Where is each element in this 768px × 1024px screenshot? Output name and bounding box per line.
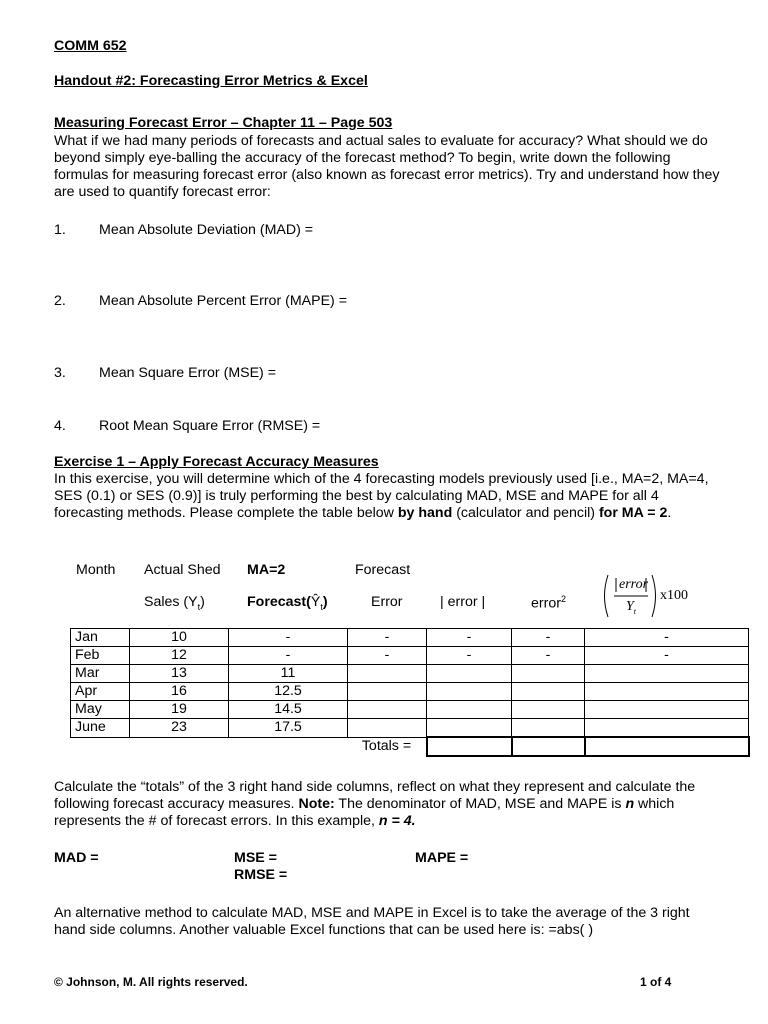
totals-cell bbox=[427, 737, 512, 756]
table-cell-month: Jan bbox=[71, 629, 130, 647]
table-cell-actual: 23 bbox=[130, 719, 229, 738]
empty-cell bbox=[130, 737, 229, 756]
table-cell-abs: - bbox=[427, 629, 512, 647]
col-header-sales: Sales $(Y_t)$ bbox=[144, 594, 205, 612]
metric-num: 4. bbox=[54, 418, 66, 434]
table-row bbox=[71, 665, 749, 683]
metric-mse: Mean Square Error (MSE) = bbox=[99, 365, 277, 381]
metric-num: 3. bbox=[54, 365, 66, 381]
table-cell-sq bbox=[512, 701, 585, 719]
table-cell-sq bbox=[512, 719, 585, 738]
table-row bbox=[71, 719, 749, 738]
table-cell-sq bbox=[512, 665, 585, 683]
table-cell-forecast: 11 bbox=[229, 665, 348, 683]
table-cell-month: May bbox=[71, 701, 130, 719]
table-cell-abs bbox=[427, 683, 512, 701]
table-cell-pct bbox=[585, 683, 749, 701]
metric-mad: Mean Absolute Deviation (MAD) = bbox=[99, 222, 314, 238]
table-cell-sq: - bbox=[512, 629, 585, 647]
metric-num: 1. bbox=[54, 222, 66, 238]
col-header-forecast: Forecast bbox=[355, 562, 411, 578]
table-cell-forecast: - bbox=[229, 647, 348, 665]
table-cell-abs bbox=[427, 701, 512, 719]
table-row bbox=[71, 701, 749, 719]
alt-method-paragraph: An alternative method to calculate MAD, MSE and MAPE in Excel is to take the average of the 3 right hand side columns. Another valuable Excel functions that can be used here is: =abs( ) bbox=[54, 905, 690, 938]
table-cell-abs: - bbox=[427, 647, 512, 665]
totals-cell bbox=[512, 737, 585, 756]
table-cell-pct bbox=[585, 701, 749, 719]
col-header-error: Error bbox=[371, 594, 403, 610]
table-cell-pct: - bbox=[585, 629, 749, 647]
section-heading: Measuring Forecast Error – Chapter 11 – Page 503 bbox=[54, 115, 393, 131]
table-row bbox=[71, 647, 749, 665]
exercise-heading: Exercise 1 – Apply Forecast Accuracy Measures bbox=[54, 454, 379, 470]
formula-multiplier: x100 bbox=[660, 588, 688, 603]
rmse-result-label: RMSE = bbox=[234, 867, 288, 883]
table-cell-abs bbox=[427, 719, 512, 738]
table-row bbox=[71, 683, 749, 701]
table-cell-forecast: 12.5 bbox=[229, 683, 348, 701]
table-cell-pct: - bbox=[585, 647, 749, 665]
empty-cell bbox=[71, 737, 130, 756]
forecast-error-table bbox=[70, 628, 750, 757]
intro-paragraph: What if we had many periods of forecasts and actual sales to evaluate for accuracy? What should we do beyond simply eye-balling the accuracy of the forecast method? To begin, write down the following formulas for measuring forecast error (also known as forecast error metrics). Try and understand how they are used to quantify forecast error: bbox=[54, 133, 720, 200]
table-cell-error bbox=[348, 683, 427, 701]
handout-title: Handout #2: Forecasting Error Metrics & Excel bbox=[54, 73, 368, 89]
col-header-ma2: MA=2 bbox=[247, 562, 286, 578]
table-cell-actual: 19 bbox=[130, 701, 229, 719]
exercise-paragraph: In this exercise, you will determine which of the 4 forecasting models previously used [i.e., MA=2, MA=4, SES (0.1) or SES (0.9)] is truly performing the best by calculating MAD, MSE and MAPE for all 4 forecasting methods. Please complete the table below by hand (calculator and pencil) for MA = 2. bbox=[54, 471, 709, 521]
formula-denominator: $Y_t$ bbox=[626, 599, 637, 616]
percent-error-formula bbox=[600, 572, 700, 622]
table-cell-sq bbox=[512, 683, 585, 701]
table-cell-error bbox=[348, 719, 427, 738]
metric-rmse: Root Mean Square Error (RMSE) = bbox=[99, 418, 321, 434]
table-cell-error bbox=[348, 701, 427, 719]
table-cell-month: Feb bbox=[71, 647, 130, 665]
table-cell-pct bbox=[585, 719, 749, 738]
table-cell-month: June bbox=[71, 719, 130, 738]
totals-row bbox=[71, 737, 749, 756]
totals-label: Totals = bbox=[361, 738, 412, 755]
table-cell-error: - bbox=[348, 629, 427, 647]
table-cell-month: Mar bbox=[71, 665, 130, 683]
footer-page-number: 1 of 4 bbox=[640, 975, 672, 989]
table-cell-abs bbox=[427, 665, 512, 683]
calc-paragraph: Calculate the “totals” of the 3 right hand side columns, reflect on what they represent and calculate the following forecast accuracy measures. Note: The denominator of MAD, MSE and MAPE is n which represents the # of forecast errors. In this example, n = 4. bbox=[54, 779, 696, 829]
col-header-actual: Actual Shed bbox=[144, 562, 221, 578]
mad-result-label: MAD = bbox=[54, 850, 99, 866]
table-cell-sq: - bbox=[512, 647, 585, 665]
empty-cell bbox=[229, 737, 348, 756]
col-header-month: Month bbox=[76, 562, 116, 578]
totals-cell bbox=[585, 737, 749, 756]
table-cell-error bbox=[348, 665, 427, 683]
col-header-error-squared: error$^2$ bbox=[531, 594, 566, 612]
course-code: COMM 652 bbox=[54, 38, 127, 54]
table-cell-pct bbox=[585, 665, 749, 683]
formula-numerator: error bbox=[619, 577, 649, 592]
table-cell-forecast: - bbox=[229, 629, 348, 647]
mape-result-label: MAPE = bbox=[415, 850, 469, 866]
table-cell-actual: 13 bbox=[130, 665, 229, 683]
table-row bbox=[71, 629, 749, 647]
table-cell-forecast: 17.5 bbox=[229, 719, 348, 738]
metric-mape: Mean Absolute Percent Error (MAPE) = bbox=[99, 293, 347, 309]
table-cell-actual: 10 bbox=[130, 629, 229, 647]
col-header-abs-error: | error | bbox=[440, 594, 486, 610]
footer-copyright: © Johnson, M. All rights reserved. bbox=[54, 975, 248, 989]
table-cell-forecast: 14.5 bbox=[229, 701, 348, 719]
metric-num: 2. bbox=[54, 293, 66, 309]
table-cell-month: Apr bbox=[71, 683, 130, 701]
table-cell-actual: 16 bbox=[130, 683, 229, 701]
table-cell-actual: 12 bbox=[130, 647, 229, 665]
table-cell-error: - bbox=[348, 647, 427, 665]
mse-result-label: MSE = bbox=[234, 850, 277, 866]
col-header-forecast-yt: $Forecast(Ŷ_t)$ bbox=[247, 594, 328, 612]
